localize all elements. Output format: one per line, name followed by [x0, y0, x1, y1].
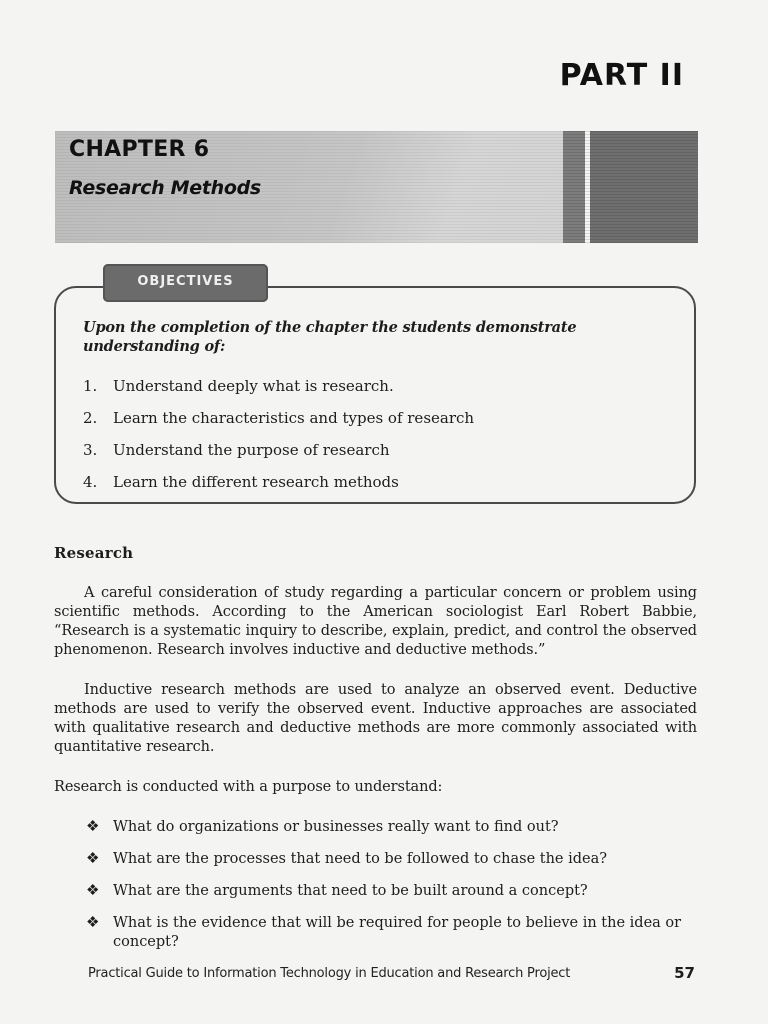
objective-text: Understand the purpose of research	[113, 441, 390, 459]
objective-item	[83, 473, 399, 491]
list-item-text: What are the arguments that need to be built around a concept?	[113, 883, 588, 899]
diamond-bullet-icon: ❖	[86, 817, 100, 835]
page-number: 57	[674, 964, 695, 982]
list-item-text: What do organizations or businesses really want to find out?	[113, 819, 559, 835]
list-item-text: What is the evidence that will be required for people to believe in the idea or concept?	[113, 915, 682, 950]
objective-number: 2.	[83, 409, 98, 427]
objective-number: 3.	[83, 441, 98, 459]
body-paragraph: Inductive research methods are used to analyze an observed event. Deductive methods are used to verify the observed event. Inductive approaches are associated with qualitative research and deductive methods are more commonly associated with quantitative research.	[54, 682, 697, 755]
objectives-intro: Upon the completion of the chapter the students demonstrate understanding of:	[83, 319, 577, 355]
objective-number: 4.	[83, 473, 98, 491]
list-item	[86, 914, 698, 952]
objective-item	[83, 441, 390, 459]
part-title: PART II	[559, 58, 684, 93]
objectives-tab	[103, 264, 268, 302]
objective-item	[83, 377, 394, 395]
objective-text: Learn the different research methods	[113, 473, 399, 491]
chapter-banner	[55, 131, 698, 243]
objective-text: Understand deeply what is research.	[113, 377, 394, 395]
objective-number: 1.	[83, 377, 98, 395]
diamond-bullet-icon: ❖	[86, 913, 100, 931]
objective-item	[83, 409, 474, 427]
body-paragraph: A careful consideration of study regarding a particular concern or problem using scientific methods. According to the American sociologist Earl Robert Babbie, “Research is a systematic inquiry to describe, explain, predict, and control the observed phenomenon. Research involves inductive and deductive methods.”	[54, 585, 697, 658]
diamond-bullet-icon: ❖	[86, 881, 100, 899]
footer-text: Practical Guide to Information Technology in Education and Research Project	[88, 966, 571, 981]
list-item	[86, 850, 698, 869]
purpose-intro: Research is conducted with a purpose to understand:	[54, 779, 443, 795]
list-item-text: What are the processes that need to be followed to chase the idea?	[113, 851, 608, 867]
chapter-subtitle: Research Methods	[69, 177, 261, 199]
section-heading: Research	[54, 544, 134, 562]
objective-text: Learn the characteristics and types of research	[113, 409, 475, 427]
chapter-label: CHAPTER 6	[69, 137, 210, 162]
diamond-bullet-icon: ❖	[86, 849, 100, 867]
chapter-decorative-block	[563, 131, 698, 243]
list-item	[86, 818, 698, 837]
objectives-tab-label: OBJECTIVES	[137, 274, 234, 289]
list-item	[86, 882, 698, 901]
